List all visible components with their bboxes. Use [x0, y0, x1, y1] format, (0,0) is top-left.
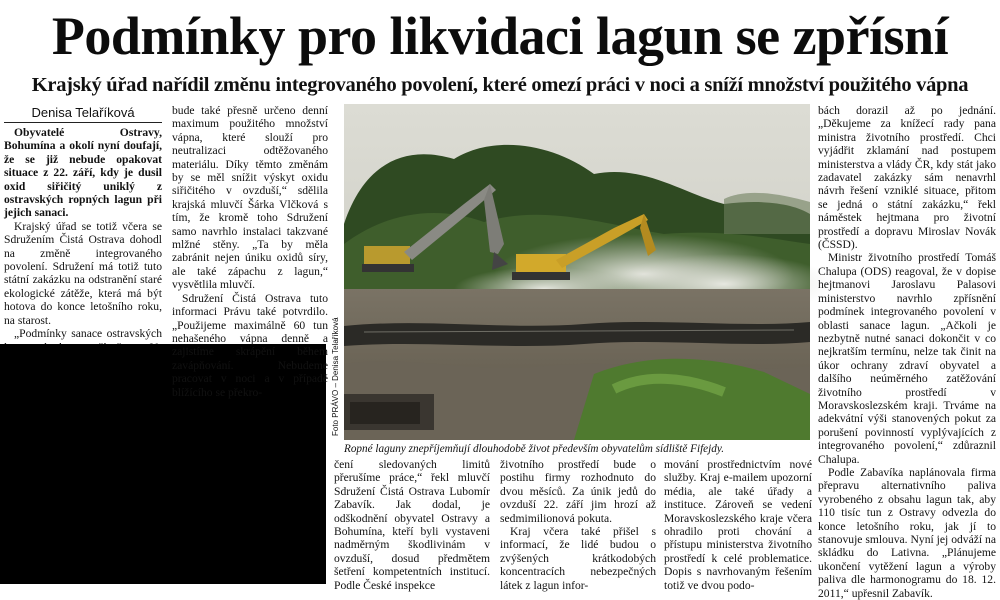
headline: Podmínky pro likvidaci lagun se zpřísní [51, 6, 949, 66]
news-photo [344, 104, 810, 440]
lagoon-water [344, 322, 810, 346]
paragraph: čení sledovaných limitů přerušíme práce,“ řekl mluvčí Sdružení Čistá Ostrava Lubomír Zabavík. Jak dodal, je odškodnění obyvatel Ostravy a Bohumína, kteří byli vystaveni nadměrným škodlivinám v ovzduší, dosud předmětem šetření kompetentních institucí. Podle České inspekce [334, 458, 490, 592]
lead-paragraph: Obyvatelé Ostravy, Bohumína a okolí nyní doufají, že se již nebude opakovat situace z 22. září, kdy je dusil oxid siřičitý uniklý z ostravských ropných lagun při jejich sanaci. [4, 126, 162, 220]
paragraph: Sdružení Čistá Ostrava tuto informaci Právu také potvrdilo. „Použijeme maximálně 60 tun nehašeného vápna denně a zajistíme skrápění během zavápňování. Nebudeme pracovat v noci a v případě blížícího se překro- [172, 291, 328, 399]
photo-credit [330, 104, 342, 440]
paragraph: Podle Zabavíka naplánovala firma přepravu alternativního paliva vyrobeného z obsahu lagun tak, aby 110 tisíc tun z Ostravy odvezla do konce letošního roku, jak jí to stanovuje smlouva. Nyní jej odváží na skládku do Lativna. „Plánujeme ukončení vytěžení lagun a výroby paliva dle harmonogramu do 18. 12. 2011,“ upřesnil Zabavík. [818, 465, 996, 600]
debris [344, 359, 810, 440]
paragraph: mování prostřednictvím nové služby. Kraj e-mailem upozorní média, ale také úřady a instituce. Zároveň se vedení Moravskoslezského kraje včera ohradilo proti chování a přístupu ministerstva životního prostředí k celé problematice. Dopis s navrhovaným řešením totiž ve dvou podo- [664, 458, 812, 592]
photo-caption: Ropné laguny znepříjemňují dlouhodobě život především obyvatelům sídliště Fifejdy. [344, 443, 724, 455]
paragraph: Krajský úřad se totiž včera se Sdružením Čistá Ostrava dohodl na změně integrovaného povolení. Sdružení má totiž tuto státní zakázku na odstranění staré ekologické zátěže, která má být hotova do konce letošního roku, na starost. [4, 219, 162, 327]
article-column-2 [172, 104, 328, 399]
article-column-4 [500, 458, 656, 592]
paragraph: bách dorazil až po jednání. „Děkujeme za knížecí rady pana ministra životního prostředí. Chci vyjádřit zklamání nad postupem ministerstva a vlády ČR, kdy stát jako zadavatel zakázky sám nenavrhl návrh řešení vzniklé situace, přitom se jedná o státní zakázku,“ řekl náměstek hejtmana pro životní prostředí a dopravu Miroslav Novák (ČSSD). [818, 104, 996, 252]
paragraph: Ministr životního prostředí Tomáš Chalupa (ODS) reagoval, že v dopise hejtmanovi Jaroslavu Palasovi ministerstvo navrhlo zpřísnění podmínek integrovaného povolení v oblasti sanace lagun. „Ačkoli je nezbytně nutné sanaci dokončit v co nejkratším termínu, nelze tak činit na úkor ochrany zdraví obyvatel a dalšího neúměrného zatěžování životního prostředí v Moravskoslezském kraji. Trváme na adekvátní výši stanovených pokut za porušení povinností vyplývajících z integrovaného povolení,“ zdůraznil Chalupa. [818, 251, 996, 466]
photo-credit-text: Foto PRÁVO – Denisa Telaříková [331, 317, 340, 436]
paragraph: životního prostředí bude o postihu firmy rozhodnuto do dvou měsíců. Za únik jedů do ovzduší 22. září jim hrozí až sedmimilionová pokuta. [500, 458, 656, 525]
article-column-1 [4, 126, 162, 340]
article-column-6 [818, 104, 996, 600]
paragraph: „Podmínky sanace ostravských [14, 327, 162, 341]
byline: Denisa Telaříková [4, 104, 162, 123]
subheadline: Krajský úřad nařídil změnu integrovaného povolení, které omezí práci v noci a sníží množství použitého vápna [31, 74, 969, 96]
paragraph: Kraj včera také přišel s informací, že lidé budou o zvýšených krátkodobých koncentracích nebezpečných látek z lagun infor- [500, 525, 656, 592]
article-column-3 [334, 458, 490, 592]
paragraph: bude také přesně určeno denní maximum použitého množství vápna, které slouží pro neutralizaci odtěžovaného materiálu. Díky těmto změnám by se měl snížit výskyt oxidu siřičitého v ovzduší,“ sdělila krajská mluvčí Šárka Vlčková s tím, že kromě toho Sdružení samo navrhlo instalaci takzvané mlžné stěny. „Ta by měla zabránit nejen úniku oxidů síry, ale také zápachu z lagun,“ vysvětlila mluvčí. [172, 104, 328, 292]
article-column-5 [664, 458, 812, 592]
